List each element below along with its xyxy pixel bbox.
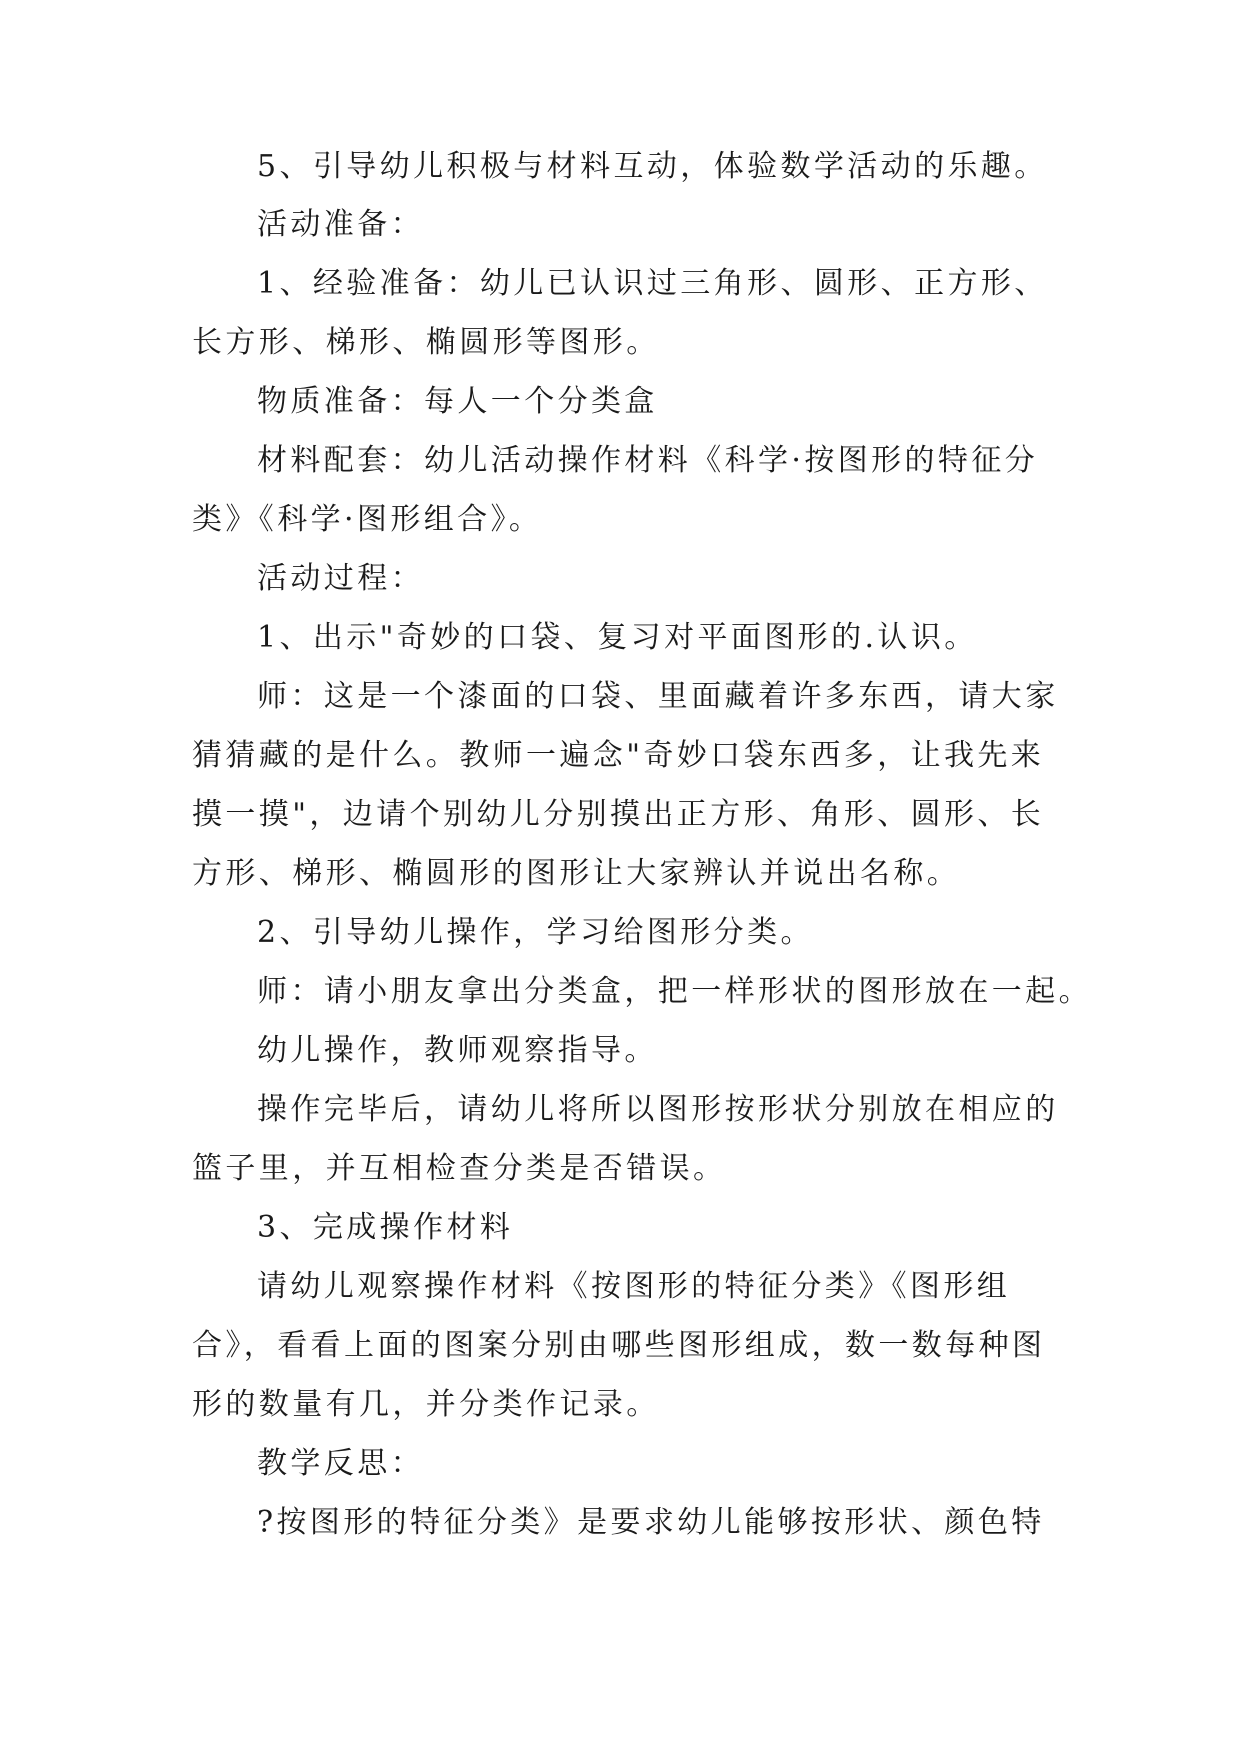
text-line: 3、完成操作材料 [257,1210,514,1245]
text-line: 2、引导幼儿操作，学习给图形分类。 [257,915,814,950]
text-line: 师：这是一个漆面的口袋、里面藏着许多东西，请大家 [257,679,1059,714]
text-line: 5、引导幼儿积极与材料互动，体验数学活动的乐趣。 [257,149,1048,184]
text-line: 篮子里，并互相检查分类是否错误。 [192,1151,727,1186]
text-line: 摸一摸"，边请个别幼儿分别摸出正方形、角形、圆形、长 [192,797,1045,832]
text-line: 猜猜藏的是什么。教师一遍念"奇妙口袋东西多，让我先来 [192,738,1045,773]
text-line: 师：请小朋友拿出分类盒，把一样形状的图形放在一起。 [257,974,1092,1009]
text-line: 请幼儿观察操作材料《按图形的特征分类》《图形组 [257,1269,1011,1304]
section-heading: 活动准备： [257,207,424,242]
text-line: 材料配套：幼儿活动操作材料《科学·按图形的特征分 [257,443,1039,478]
section-heading: 教学反思： [257,1446,424,1481]
text-line: 1、经验准备：幼儿已认识过三角形、圆形、正方形、 [257,266,1048,301]
text-line: 类》《科学·图形组合》。 [192,502,543,537]
section-heading: 活动过程： [257,561,424,596]
text-line: 形的数量有几，并分类作记录。 [192,1387,660,1422]
text-line: 1、出示"奇妙的口袋、复习对平面图形的.认识。 [257,620,978,655]
text-line: 方形、梯形、椭圆形的图形让大家辨认并说出名称。 [192,856,961,891]
text-line: 操作完毕后，请幼儿将所以图形按形状分别放在相应的 [257,1092,1059,1127]
text-line: 幼儿操作，教师观察指导。 [257,1033,658,1068]
text-line: ?按图形的特征分类》是要求幼儿能够按形状、颜色特 [257,1505,1045,1540]
text-line: 物质准备：每人一个分类盒 [257,384,658,419]
text-line: 合》，看看上面的图案分别由哪些图形组成，数一数每种图 [192,1328,1046,1363]
text-line: 长方形、梯形、椭圆形等图形。 [192,325,660,360]
